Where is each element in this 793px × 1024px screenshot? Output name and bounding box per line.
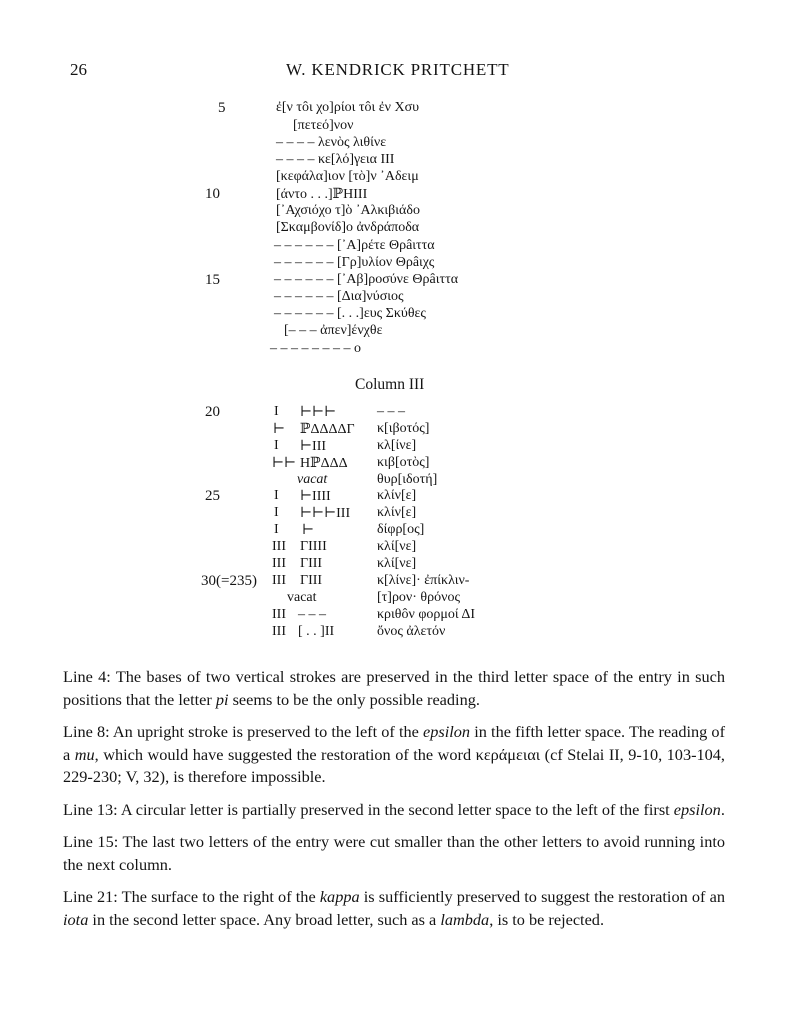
inscription-line: – – – – – – [᾽Α]ρέτε Θρâιττα [274,238,435,253]
item-word: δίφρ[ος] [377,522,425,537]
inscription-line: ἐ[ν τôι χο]ρίοι τôι ἐν Χσυ [276,100,420,115]
inscription-line: – – – – λενὸς λιθίνε [276,135,387,150]
numeral-b: ΓIII [300,573,323,588]
numeral-b: ⊢IIII [300,489,331,504]
item-word: κ[λίνε]· ἐπίκλιν- [377,573,470,588]
item-word: κιβ[οτὸς] [377,455,430,470]
inscription-line: [άντο . . .]ℙHIII [276,187,368,202]
item-word: θυρ[ιδοτή] [377,472,438,487]
inscription-line: [Σκαμβονίδ]ο ἀνδράποδα [276,220,420,235]
item-word: – – – [377,404,405,419]
numeral-a: III [272,624,286,639]
line-number: 10 [205,186,220,202]
numeral-b: ℙΔΔΔΔΓ [300,422,355,437]
line-number: 30(=235) [201,573,257,589]
numeral-b: ΓIII [300,556,323,571]
numeral-b: – – – [298,607,326,622]
numeral-a: I [274,522,279,537]
numeral-a: III [272,573,286,588]
numeral-a: I [274,438,279,453]
inscription-line: [᾽Αχσιόχο τ]ὸ ᾽Αλκιβιάδο [276,203,420,218]
note-line-15: Line 15: The last two letters of the entry were cut smaller than the other letters to avoid running into the next column. [63,832,725,874]
numeral-b: ΓIIII [300,539,327,554]
note-line-8: Line 8: An upright stroke is preserved to the left of the epsilon in the fifth letter space. The reading of a mu, which would have suggested the restoration of the word κεράμειαι (cf Stelai II, 9-10, 103-104, 229-230; V, 32), is therefore impossible. [63,722,725,786]
item-word: κ[ιβοτός] [377,421,430,436]
vacat-note: vacat [297,472,328,487]
numeral-a: I [274,505,279,520]
numeral-b: ⊢⊢⊢ [300,405,337,420]
line-number: 15 [205,272,220,288]
item-word: κλίν[ε] [377,505,417,520]
commentary [63,666,725,941]
note-line-13: Line 13: A circular letter is partially preserved in the second letter space to the left of the first epsilon. [63,799,725,819]
running-head: W. KENDRICK PRITCHETT [286,60,510,79]
numeral-b: ⊢⊢⊢III [300,506,351,521]
numeral-b: ⊢ [302,523,315,538]
note-line-21: Line 21: The surface to the right of the kappa is sufficiently preserved to suggest the restoration of an iota in the second letter space. Any broad letter, such as a lambda, is to be rejected. [63,887,725,929]
numeral-a: III [272,539,286,554]
numeral-a: ⊢ [273,422,286,437]
numeral-b: [ . . ]II [298,624,335,639]
line-number: 20 [205,404,220,420]
column-title: Column III [355,376,425,393]
numeral-a: I [274,404,279,419]
inscription-line: – – – – – – [Δια]νύσιος [274,289,404,304]
item-word: κλ[ίνε] [377,438,417,453]
item-word: κλί[νε] [377,539,417,554]
line-number: 25 [205,488,220,504]
inscription-line: [πετεό]νον [293,118,354,133]
item-word: κλίν[ε] [377,488,417,503]
numeral-a: III [272,607,286,622]
item-word: ὄνος ἀλετόν [377,624,446,639]
inscription-line: [– – – ἀπεν]ένχθε [284,323,383,338]
inscription-line: – – – – – – [Γρ]υλίον Θρâιχς [274,255,435,270]
item-word: κριθôν φορμοί ΔI [377,607,476,622]
numeral-b: HℙΔΔΔ [300,456,348,471]
page-number: 26 [70,60,87,79]
vacat-note: vacat [287,590,317,605]
line-number: 5 [218,100,226,116]
inscription-line: – – – – – – – – o [270,341,361,356]
numeral-a: III [272,556,286,571]
item-word: [τ]ρον· θρόνος [377,590,460,605]
inscription-line: – – – – – – [. . .]ευς Σκύθες [274,306,426,321]
inscription-line: [κεφάλα]ιον [τὸ]ν ᾽Αδειμ [276,169,419,184]
numeral-b: ⊢III [300,439,327,454]
inscription-line: – – – – – – [᾽Αβ]ροσύνε Θρâιττα [274,272,459,287]
note-line-4: Line 4: The bases of two vertical strokes are preserved in the third letter space of the entry in such positions that the letter pi seems to be the only possible reading. [63,667,725,709]
numeral-a: I [274,488,279,503]
numeral-a: ⊢⊢ [272,456,297,471]
item-word: κλί[νε] [377,556,417,571]
inscription-line: – – – – κε[λό]γεια III [276,152,395,167]
